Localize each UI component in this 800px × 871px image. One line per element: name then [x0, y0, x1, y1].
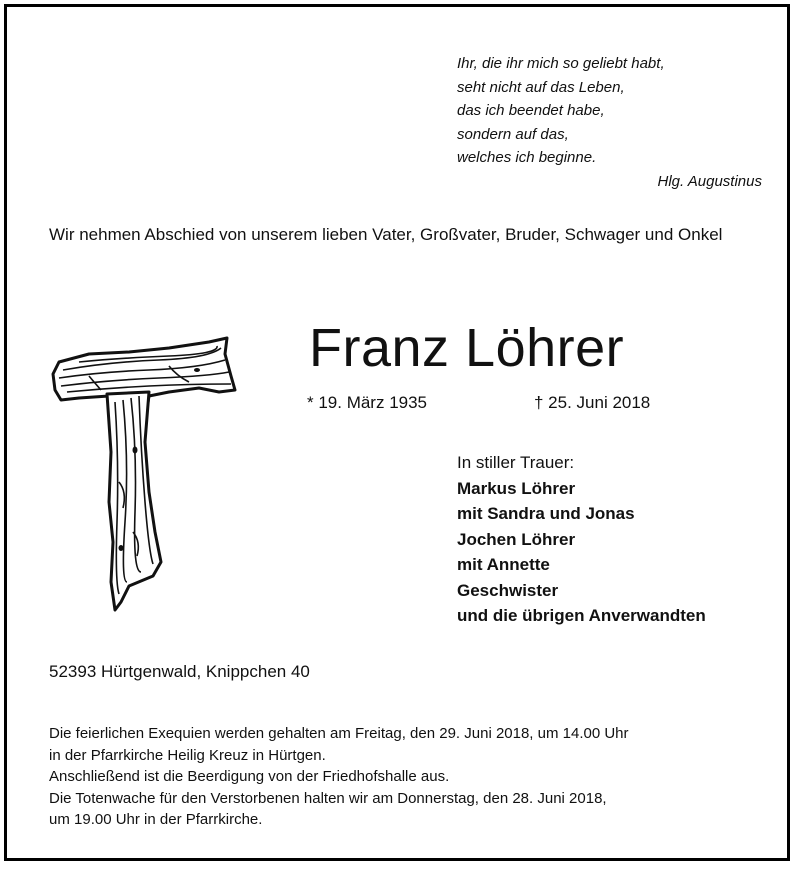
details-line: um 19.00 Uhr in der Pfarrkirche. — [49, 811, 263, 828]
quote-line: das ich beendet habe, — [457, 102, 605, 119]
obituary-notice — [4, 4, 790, 861]
mourner-name: Geschwister — [457, 580, 559, 600]
death-date: † 25. Juni 2018 — [534, 393, 651, 412]
quote-line: seht nicht auf das Leben, — [457, 78, 625, 96]
funeral-details — [49, 723, 769, 831]
birth-date: * 19. März 1935 — [307, 393, 428, 412]
details-line: in der Pfarrkirche Heilig Kreuz in Hürtgen. — [49, 746, 326, 764]
quote-line: Ihr, die ihr mich so geliebt habt, — [457, 55, 665, 72]
address: 52393 Hürtgenwald, Knippchen 40 — [49, 662, 310, 681]
quote-author: Hlg. Augustinus — [657, 172, 762, 190]
tau-cross-icon — [49, 332, 239, 614]
mourner-name: Jochen Löhrer — [457, 529, 576, 549]
details-line: Die feierlichen Exequien werden gehalten am Freitag, den 29. Juni 2018, um 14.00 Uhr — [49, 725, 629, 742]
mourner-name: und die übrigen Anverwandten — [457, 606, 706, 625]
mourners-block — [457, 450, 777, 629]
details-line: Die Totenwache für den Verstorbenen halten wir am Donnerstag, den 28. Juni 2018, — [49, 789, 607, 807]
quote-line: sondern auf das, — [457, 125, 569, 143]
mourner-name: Markus Löhrer — [457, 478, 576, 498]
mourners-heading: In stiller Trauer: — [457, 453, 575, 472]
mourner-name: mit Sandra und Jonas — [457, 504, 635, 523]
details-line: Anschließend ist die Beerdigung von der Friedhofshalle aus. — [49, 768, 450, 785]
mourner-name: mit Annette — [457, 555, 550, 574]
intro-text: Wir nehmen Abschied von unserem lieben Vater, Großvater, Bruder, Schwager und Onkel — [49, 225, 723, 244]
deceased-name: Franz Löhrer — [309, 318, 625, 378]
quote-line: welches ich beginne. — [457, 149, 597, 166]
quote-block — [457, 52, 762, 193]
